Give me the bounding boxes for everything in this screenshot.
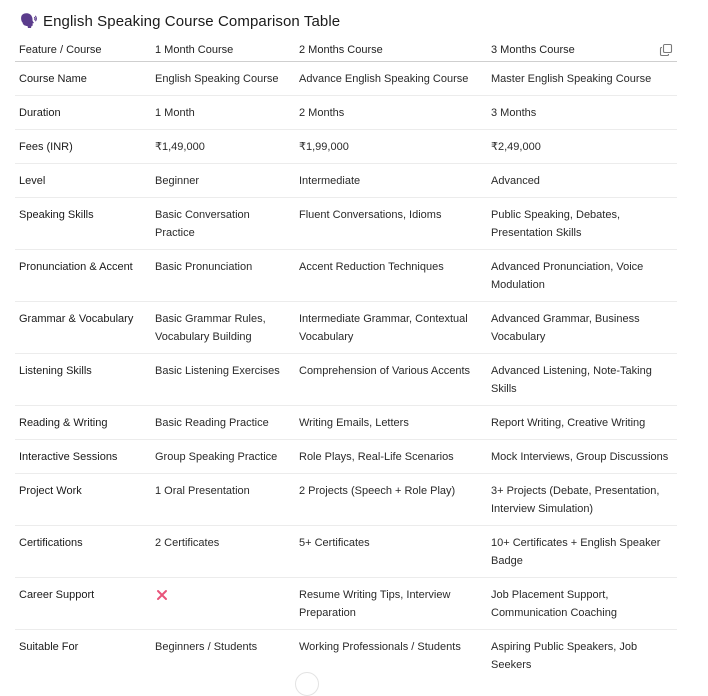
cell-3-months: Job Placement Support, Communication Coaching [487,578,677,630]
column-header-feature: Feature / Course [15,39,151,62]
cell-3-months: Advanced Listening, Note-Taking Skills [487,354,677,406]
cell-1-month: Beginners / Students [155,641,258,653]
feature-label: Suitable For [19,641,79,653]
cell-3-months: 3+ Projects (Debate, Presentation, Interview Simulation) [487,474,677,526]
feature-label: Project Work [15,474,151,526]
cell-3-months: Advanced [487,164,677,198]
cell-1-month: Basic Pronunciation [151,250,295,302]
page-title [19,9,340,33]
cross-mark-icon [156,589,168,601]
cell-3-months: Aspiring Public Speakers, Job Seekers [491,641,638,671]
table-row [15,198,677,250]
cell-2-months: Comprehension of Various Accents [295,354,487,406]
cell-3-months: Advanced Grammar, Business Vocabulary [487,302,677,354]
cell-2-months: 5+ Certificates [295,526,487,578]
cell-1-month: ₹1,49,000 [151,130,295,164]
scroll-down-button[interactable] [295,672,319,696]
table-row [15,354,677,406]
feature-label: Reading & Writing [15,406,151,440]
cell-1-month: Basic Listening Exercises [151,354,295,406]
feature-label: Listening Skills [15,354,151,406]
cell-2-months: Role Plays, Real-Life Scenarios [295,440,487,474]
column-header-2-months: 2 Months Course [295,39,487,62]
table-row [15,474,677,526]
table-row [15,164,677,198]
cell-1-month: Basic Conversation Practice [151,198,295,250]
speaking-head-icon [19,12,37,30]
cell-3-months: 10+ Certificates + English Speaker Badge [487,526,677,578]
cell-3-months: Master English Speaking Course [487,62,677,96]
table-row [15,630,677,682]
column-header-3-months: 3 Months Course [487,39,677,62]
cell-1-month: Group Speaking Practice [151,440,295,474]
cell-1-month: 1 Oral Presentation [151,474,295,526]
cell-1-month: English Speaking Course [151,62,295,96]
feature-label: Certifications [15,526,151,578]
feature-label: Interactive Sessions [15,440,151,474]
table-header-row [15,39,677,62]
cell-2-months: Intermediate [295,164,487,198]
feature-label: Pronunciation & Accent [15,250,151,302]
feature-label: Level [15,164,151,198]
cell-2-months: Intermediate Grammar, Contextual Vocabulary [295,302,487,354]
cell-2-months: Working Professionals / Students [299,641,461,653]
cell-1-month: Basic Reading Practice [151,406,295,440]
feature-label: Grammar & Vocabulary [15,302,151,354]
table-row [15,62,677,96]
title-text: English Speaking Course Comparison Table [43,12,341,30]
cell-2-months: Resume Writing Tips, Interview Preparation [295,578,487,630]
cell-1-month [151,578,295,630]
cell-1-month: Basic Grammar Rules, Vocabulary Building [151,302,295,354]
cell-3-months: Mock Interviews, Group Discussions [487,440,677,474]
cell-3-months: Public Speaking, Debates, Presentation Skills [487,198,677,250]
column-header-1-month: 1 Month Course [151,39,295,62]
cell-2-months: Fluent Conversations, Idioms [295,198,487,250]
cell-3-months: ₹2,49,000 [487,130,677,164]
comparison-table [15,39,677,681]
cell-2-months: 2 Projects (Speech + Role Play) [295,474,487,526]
cell-3-months: Advanced Pronunciation, Voice Modulation [487,250,677,302]
feature-label: Career Support [15,578,151,630]
cell-2-months: Advance English Speaking Course [295,62,487,96]
cell-2-months: 2 Months [295,96,487,130]
cell-3-months: 3 Months [487,96,677,130]
cell-2-months: Writing Emails, Letters [295,406,487,440]
cell-1-month: 1 Month [151,96,295,130]
table-row [15,526,677,578]
cell-2-months: Accent Reduction Techniques [295,250,487,302]
table-row [15,250,677,302]
table-row [15,96,677,130]
table-row [15,440,677,474]
table-row [15,302,677,354]
table-row [15,406,677,440]
cell-1-month: Beginner [151,164,295,198]
feature-label: Fees (INR) [15,130,151,164]
cell-1-month: 2 Certificates [151,526,295,578]
table-row [15,130,677,164]
cell-3-months: Report Writing, Creative Writing [487,406,677,440]
feature-label: Speaking Skills [15,198,151,250]
cell-2-months: ₹1,99,000 [295,130,487,164]
table-row [15,578,677,630]
feature-label: Duration [15,96,151,130]
feature-label: Course Name [15,62,151,96]
